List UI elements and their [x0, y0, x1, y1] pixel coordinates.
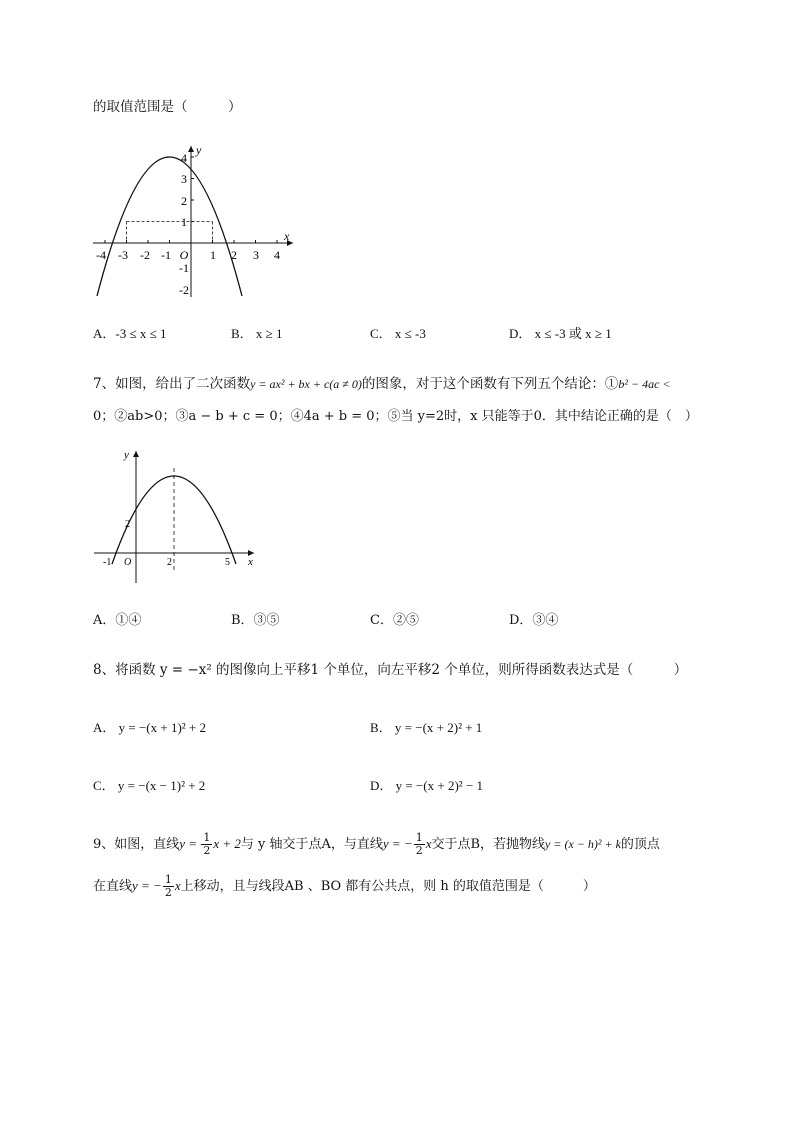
q7-equation: y = ax² + bx + c(a ≠ 0): [250, 377, 362, 391]
q9-eq3: y = (x − h)² + k: [545, 837, 621, 851]
q6-stem-tail: 的取值范围是（ ）: [93, 99, 242, 115]
q9-fraction-half: $\frac{1}{2}$: [203, 831, 211, 857]
q7-xlabel-5: 5: [225, 557, 230, 568]
q6-ytick-label: 2: [181, 194, 187, 208]
q9-stem-line1: [93, 832, 660, 857]
q7-option-b[interactable]: B．③⑤: [231, 613, 280, 628]
q6-origin-label: O: [179, 248, 189, 262]
q7-discriminant: b² − 4ac <: [618, 377, 671, 391]
q6-xtick-label: 2: [231, 248, 237, 262]
q7-option-d[interactable]: D．③④: [509, 613, 559, 628]
q6-option-c[interactable]: C． x ≤ -3: [370, 326, 426, 341]
q9-eq1-rhs: x + 2: [213, 836, 241, 851]
q6-xtick-label: 4: [274, 248, 280, 262]
q6-option-d[interactable]: D． x ≤ -3 或 x ≥ 1: [509, 326, 612, 341]
q8-option-a[interactable]: A． y = −(x + 1)² + 2: [93, 720, 207, 735]
q7-ylabel-2: 2: [125, 519, 130, 530]
q7-label-neg1: -1: [103, 557, 112, 568]
q6-option-b[interactable]: B． x ≥ 1: [231, 326, 283, 341]
q9-text-4: 的顶点: [620, 837, 660, 852]
q6-option-a[interactable]: A．-3 ≤ x ≤ 1: [93, 326, 167, 341]
q6-xtick-label: -1: [161, 248, 171, 262]
q9-eq4-lhs: y = −: [132, 878, 162, 893]
q7-option-a[interactable]: A．①④: [93, 613, 142, 628]
q6-x-label: x: [284, 229, 290, 243]
q6-xtick-label: -3: [118, 248, 128, 262]
q6-ytick-label: -2: [179, 283, 189, 297]
q9-fraction-half: $\frac{1}{2}$: [164, 873, 172, 899]
q7-xlabel-2: 2: [167, 557, 172, 568]
q7-text-b: 的图象，对于这个函数有下列五个结论：①: [361, 376, 619, 392]
q8-stem: 8、将函数 y = −x² 的图像向上平移1 个单位，向左平移2 个单位，则所得函数表达式是（ ）: [93, 662, 688, 678]
q8-option-b[interactable]: B． y = −(x + 2)² + 1: [370, 720, 483, 735]
q7-x-label: x: [248, 556, 253, 568]
q6-xtick-label: -4: [96, 248, 106, 262]
q6-ytick-label: 4: [181, 151, 187, 165]
q9-text-6: 上移动，且与线段AB 、BO 都有公共点，则 h 的取值范围是（ ）: [180, 879, 596, 894]
q7-parabola-graph: [92, 448, 262, 588]
q7-option-c[interactable]: C．②⑤: [370, 613, 419, 628]
q9-eq2-rhs: x: [425, 836, 432, 851]
q9-stem-line2: [93, 874, 596, 899]
q7-stem-line2: 0；②ab>0；③a − b + c = 0；④4a + b = 0；⑤当 y=2时，x 只能等于0．其中结论正确的是（ ）: [93, 409, 698, 424]
q6-parabola-graph: [88, 142, 308, 307]
q9-text-5: 在直线: [93, 879, 133, 894]
q9-eq2-lhs: y = −: [382, 836, 413, 851]
q7-origin-label: O: [124, 557, 132, 568]
q9-eq4-rhs: x: [174, 878, 181, 893]
q8-option-d[interactable]: D． y = −(x + 2)² − 1: [370, 778, 484, 793]
q9-text-3: 交于点B，若抛物线: [431, 837, 546, 852]
q9-fraction-half: $\frac{1}{2}$: [415, 831, 423, 857]
q6-ytick-label: 1: [181, 215, 187, 229]
q7-stem-line1: [93, 374, 671, 394]
q9-text-1: 9、如图，直线: [93, 837, 180, 852]
q6-xtick-label: 1: [210, 248, 216, 262]
q9-eq1-lhs: y =: [179, 836, 201, 851]
q6-ytick-label: -1: [179, 261, 189, 275]
q7-text-a: 7、如图，给出了二次函数: [93, 376, 251, 392]
q6-parabola-curve: [97, 157, 242, 296]
q8-option-c[interactable]: C． y = −(x − 1)² + 2: [93, 778, 206, 793]
q9-text-2: 与 y 轴交于点A，与直线: [240, 837, 383, 852]
q6-ytick-label: 3: [181, 172, 187, 186]
q6-y-label: y: [196, 143, 202, 157]
q6-xtick-label: -2: [140, 248, 150, 262]
q6-xtick-label: 3: [253, 248, 259, 262]
q7-y-label: y: [124, 449, 129, 461]
